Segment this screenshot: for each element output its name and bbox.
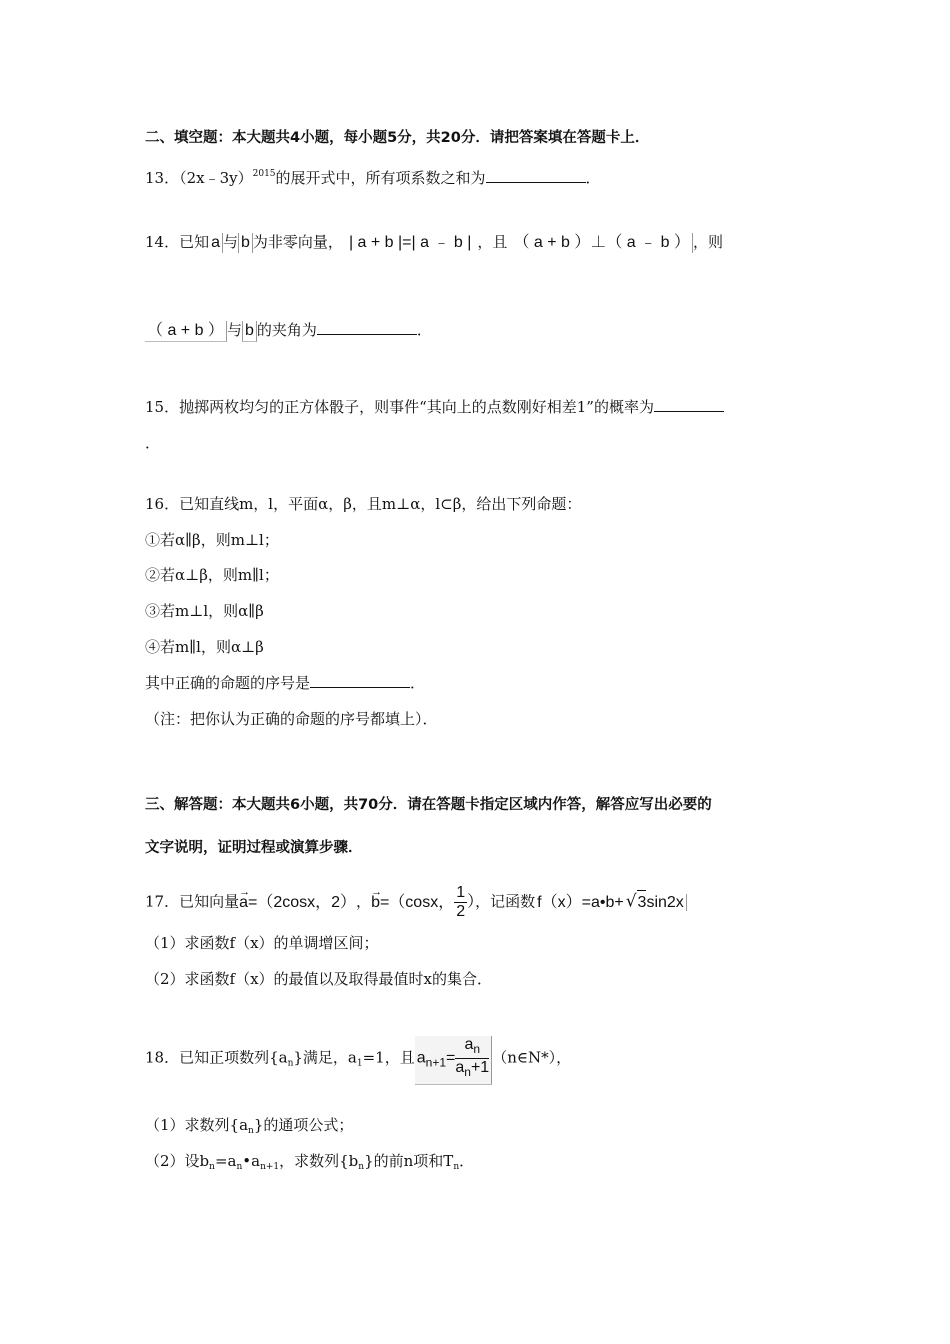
q18-part2-a: （2）设b (145, 1152, 210, 1170)
q18-recurrence (415, 1036, 492, 1085)
q14-text3: ，则 (692, 233, 723, 251)
q18-part-1 (145, 1115, 353, 1141)
q17-half-numerator: 1 (456, 884, 466, 901)
section2-heading: 二、填空题：本大题共4小题，每小题5分，共20分．请把答案填在答题卡上． (145, 130, 650, 146)
q16-end: ． (410, 674, 426, 692)
q17-part-2: （2）求函数f（x）的最值以及取得最值时x的集合． (145, 970, 493, 988)
q18-sub-1: 1 (356, 1058, 363, 1069)
q14-condition-perpendicular: （ a + b ）⊥（ a ﹣ b ） (511, 233, 693, 253)
q15-text: 15．抛掷两枚均匀的正方体骰子，则事件“其向上的点数刚好相差1”的概率为 (145, 398, 654, 416)
q13-power: 2015 (252, 169, 276, 179)
q14-end: ． (416, 321, 432, 339)
q18-part-2 (145, 1151, 474, 1177)
q14-sum-vector: （ a + b ） (145, 321, 227, 342)
q18-part2-sub-n4: n (453, 1162, 460, 1172)
q13-number: 13． (145, 169, 180, 187)
q18-den-tail: +1 (470, 1059, 490, 1076)
section3-heading-line1: 三、解答题：本大题共6小题，共70分．请在答题卡指定区域内作答，解答应写出必要的 (145, 797, 712, 813)
question-18 (145, 1036, 571, 1086)
q18-equals: = (446, 1049, 456, 1067)
q16-option-3: ③若m⊥l，则α∥β (145, 602, 264, 620)
q16-ask (145, 673, 425, 693)
q18-part2-sub-n1: n (209, 1162, 215, 1172)
q18-part1-sub-n: n (248, 1126, 254, 1136)
sqrt-icon: √ (625, 891, 637, 912)
q18-part2-f: ． (459, 1152, 475, 1170)
question-14 (145, 232, 723, 253)
q14-answer-blank[interactable] (317, 320, 417, 335)
q13-expression: （2x﹣3y） (179, 169, 253, 187)
q17-vector-a-def: → a=（2cosx，2） (239, 891, 356, 915)
q18-part2-sub-n2: n (236, 1162, 243, 1172)
q17-vector-b-def: → b=（cosx， (371, 891, 454, 915)
q18-part1-a: （1）求数列{a (145, 1116, 249, 1134)
q18-numerator (455, 1036, 489, 1059)
q14-number: 14．已知 (145, 233, 210, 251)
q14-condition-magnitude: | a + b |=| a ﹣ b | (348, 234, 472, 251)
question-15 (145, 397, 724, 417)
q18-text2: =1，且 (362, 1048, 415, 1067)
question-17 (145, 884, 687, 921)
q18-den-a: a (455, 1059, 465, 1076)
q17-function-tail: sin2x (646, 894, 686, 911)
q16-ask-text: 其中正确的命题的序号是 (145, 674, 311, 692)
q18-num-a: a (464, 1036, 474, 1053)
q16-stem: 16．已知直线m，l，平面α，β，且m⊥α，l⊂β，给出下列命题： (145, 495, 582, 513)
q18-lhs: a (416, 1049, 426, 1067)
q14-and2: 与 (226, 321, 242, 339)
q17-text: ，记函数 (475, 892, 536, 911)
q16-option-2: ②若α⊥β，则m∥l； (145, 566, 279, 584)
q17-number: 17．已知向量 (145, 892, 240, 911)
section3-heading-line2: 文字说明，证明过程或演算步骤． (145, 840, 363, 856)
q14-line2-text: 的夹角为 (256, 321, 317, 339)
q18-condition: （n∈N*）， (492, 1048, 572, 1067)
q16-option-4: ④若m∥l，则α⊥β (145, 638, 264, 656)
q14-text1: 为非零向量， (252, 233, 343, 251)
q18-part2-c: •a (242, 1152, 261, 1170)
q17-sqrt3: 3 (637, 890, 647, 915)
q17-half-denominator: 2 (456, 903, 466, 920)
q18-text1: }满足，a (293, 1048, 357, 1067)
q18-lhs-sub: n+1 (425, 1055, 446, 1070)
q17-comma: ， (356, 892, 372, 911)
question-13 (145, 164, 601, 188)
q13-text: 的展开式中，所有项系数之和为 (275, 169, 486, 187)
q18-part2-e: }的前n项和T (364, 1152, 454, 1170)
q18-fraction (455, 1036, 489, 1081)
q18-denominator (455, 1059, 489, 1081)
q17-part-1: （1）求函数f（x）的单调增区间； (145, 934, 379, 952)
q18-num-sub: n (473, 1042, 481, 1056)
q18-part2-b: =a (214, 1152, 237, 1170)
q18-sub-n: n (287, 1058, 294, 1069)
q14-and: 与 (223, 233, 239, 251)
q16-note: （注：把你认为正确的命题的序号都填上）． (145, 710, 438, 728)
q16-option-1: ①若α∥β，则m⊥l； (145, 531, 279, 549)
q16-answer-blank[interactable] (310, 673, 410, 688)
q13-end: ． (585, 169, 601, 187)
q15-answer-blank[interactable] (654, 397, 724, 412)
q17-half-fraction (454, 884, 467, 921)
q17-function-def: f（x）=a•b+ (537, 893, 624, 911)
q14-vector-a: a (209, 233, 223, 253)
question-14-line2 (145, 320, 432, 342)
q18-part1-b: }的通项公式； (253, 1116, 354, 1134)
q13-answer-blank[interactable] (486, 168, 586, 183)
q14-vector-b: b (238, 233, 253, 253)
q17-vector-b-close: ） (467, 893, 476, 911)
q18-den-sub: n (464, 1065, 471, 1079)
q18-part2-sub-np1: n+1 (260, 1162, 280, 1172)
q18-part2-sub-n3: n (358, 1162, 365, 1172)
q14-text2: ，且 (477, 233, 508, 251)
q14-vector-b2: b (242, 321, 257, 342)
q15-end: ． (145, 434, 161, 452)
q18-part2-d: ，求数列{b (279, 1152, 359, 1170)
q18-number: 18．已知正项数列{a (145, 1048, 288, 1067)
